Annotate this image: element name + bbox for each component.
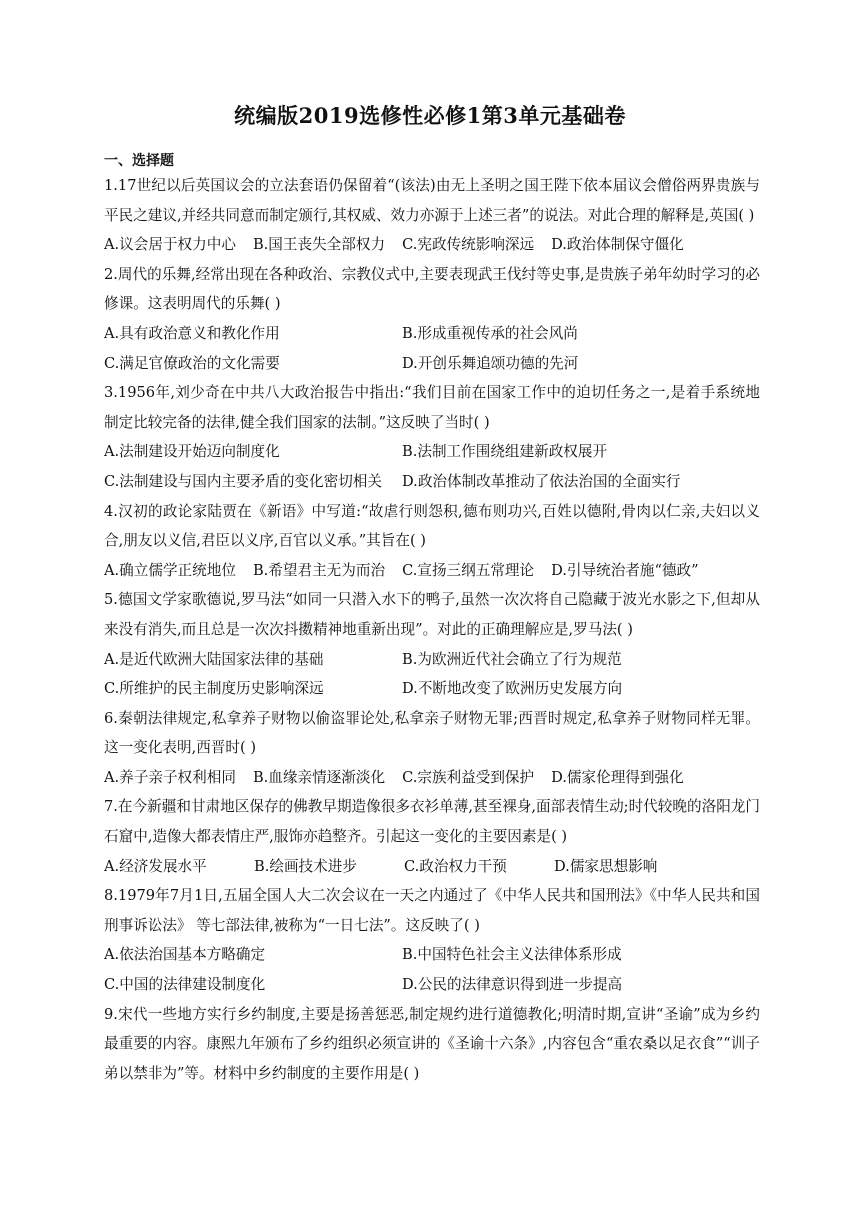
option-b: B.形成重视传承的社会风尚 — [402, 324, 578, 342]
option-c: C.满足官僚政治的文化需要 — [104, 354, 280, 372]
option-d: D.引导统治者施“德政” — [551, 561, 699, 579]
document-title: 统编版2019选修性必修1第3单元基础卷 — [234, 103, 626, 128]
option-b: B.绘画技术进步 — [254, 857, 357, 875]
question-stem: 5.德国文学家歌德说,罗马法“如同一只潜入水下的鸭子,虽然一次次将自己隐藏于波光水影之下,但却从来没有消失,而且总是一次次抖擞精神地重新出现”。对此的正确理解应是,罗马法( ) — [104, 591, 760, 638]
option-d: D.儒家思想影响 — [554, 857, 658, 875]
option-row — [104, 230, 760, 260]
question-list — [104, 171, 760, 1088]
option-c: C.政治权力干预 — [404, 857, 507, 875]
option-row — [104, 319, 760, 349]
option-row — [104, 940, 760, 970]
option-a: A.具有政治意义和教化作用 — [104, 324, 280, 342]
option-a: A.议会居于权力中心 — [104, 236, 236, 254]
question-stem: 9.宋代一些地方实行乡约制度,主要是扬善惩恶,制定规约进行道德教化;明清时期,宣讲“圣谕”成为乡约最重要的内容。康熙九年颁布了乡约组织必须宣讲的《圣谕十六条》,内容包含“重农桑以足衣食”“训子弟以禁非为”等。材料中乡约制度的主要作用是( ) — [104, 1005, 760, 1082]
option-b: B.国王丧失全部权力 — [252, 236, 386, 254]
option-a: A.养子亲子权利相同 — [104, 768, 236, 786]
question-stem: 1.17世纪以后英国议会的立法套语仍保留着“(该法)由无上圣明之国王陛下依本届议会僧俗两界贵族与平民之建议,并经共同意而制定颁行,其权威、效力亦源于上述三者”的说法。对此合理的解释是,英国( ) — [104, 177, 760, 224]
option-b: B.希望君主无为而治 — [252, 561, 386, 579]
option-row — [104, 970, 760, 1000]
option-d: D.政治体制改革推动了依法治国的全面实行 — [402, 472, 681, 490]
option-row — [104, 349, 760, 379]
option-row — [104, 467, 760, 497]
section-heading: 一、选择题 — [104, 153, 174, 169]
option-d: D.公民的法律意识得到进一步提高 — [402, 976, 623, 994]
option-c: C.宣扬三纲五常理论 — [402, 561, 535, 579]
option-c: C.所维护的民主制度历史影响深远 — [104, 680, 324, 698]
option-d: D.开创乐舞追颂功德的先河 — [402, 354, 579, 372]
option-row — [104, 852, 760, 882]
option-a: A.法制建设开始迈向制度化 — [104, 443, 280, 461]
question-stem: 2.周代的乐舞,经常出现在各种政治、宗教仪式中,主要表现武王伐纣等史事,是贵族子弟年幼时学习的必修课。这表明周代的乐舞( ) — [104, 265, 760, 313]
option-d: D.不断地改变了欧洲历史发展方向 — [402, 680, 623, 698]
option-a: A.依法治国基本方略确定 — [104, 946, 266, 964]
option-c: C.宪政传统影响深远 — [402, 236, 535, 254]
option-d: D.儒家伦理得到强化 — [551, 768, 684, 786]
question-stem: 8.1979年7月1日,五届全国人大二次会议在一天之内通过了《中华人民共和国刑法》《中华人民共和国刑事诉讼法》 等七部法律,被称为“一日七法”。这反映了( ) — [104, 887, 760, 934]
option-c: C.法制建设与国内主要矛盾的变化密切相关 — [104, 472, 382, 490]
question-stem: 6.秦朝法律规定,私拿养子财物以偷盗罪论处,私拿亲子财物无罪;西晋时规定,私拿养子财物同样无罪。这一变化表明,西晋时( ) — [104, 709, 760, 757]
option-b: B.为欧洲近代社会确立了行为规范 — [402, 650, 622, 668]
option-b: B.中国特色社会主义法律体系形成 — [402, 946, 622, 964]
option-a: A.确立儒学正统地位 — [104, 561, 236, 579]
option-row — [104, 437, 760, 467]
option-b: B.法制工作围绕组建新政权展开 — [402, 443, 608, 461]
option-c: C.宗族利益受到保护 — [402, 768, 535, 786]
option-a: A.是近代欧洲大陆国家法律的基础 — [104, 650, 324, 668]
option-c: C.中国的法律建设制度化 — [104, 976, 266, 994]
option-b: B.血缘亲情逐渐淡化 — [252, 768, 386, 786]
question-stem: 3.1956年,刘少奇在中共八大政治报告中指出:“我们目前在国家工作中的迫切任务之一,是着手系统地制定比较完备的法律,健全我们国家的法制。”这反映了当时( ) — [104, 384, 760, 431]
option-a: A.经济发展水平 — [104, 857, 207, 875]
option-row — [104, 763, 760, 793]
option-row — [104, 645, 760, 675]
option-row — [104, 556, 760, 586]
option-d: D.政治体制保守僵化 — [551, 236, 684, 254]
option-row — [104, 674, 760, 704]
question-stem: 7.在今新疆和甘肃地区保存的佛教早期造像很多衣衫单薄,甚至裸身,面部表情生动;时代较晚的洛阳龙门石窟中,造像大都表情庄严,服饰亦趋整齐。引起这一变化的主要因素是( ) — [104, 798, 760, 846]
question-stem: 4.汉初的政论家陆贾在《新语》中写道:“故虐行则怨积,德布则功兴,百姓以德附,骨肉以仁亲,夫妇以义合,朋友以义信,君臣以义序,百官以义承。”其旨在( ) — [104, 502, 760, 550]
